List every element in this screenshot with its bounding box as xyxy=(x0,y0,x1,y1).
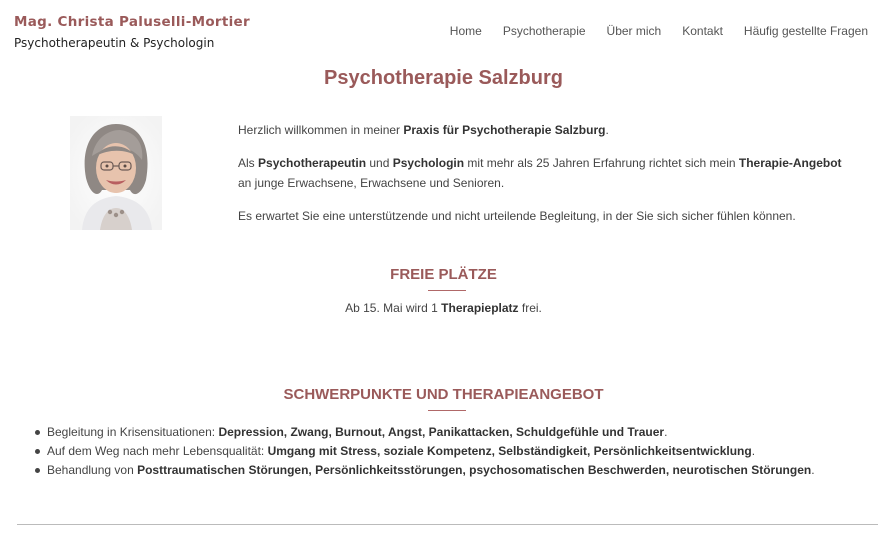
focus-title: SCHWERPUNKTE UND THERAPIEANGEBOT xyxy=(283,386,604,403)
nav-ueber-mich[interactable]: Über mich xyxy=(606,24,662,38)
focus-list xyxy=(47,424,815,481)
list-item-intro: Auf dem Weg nach mehr Lebensqualität: xyxy=(47,444,268,458)
list-item-bold: Umgang mit Stress, soziale Kompetenz, Selbständigkeit, Persönlichkeitsentwicklung xyxy=(267,444,752,458)
intro-p1-end: . xyxy=(605,123,609,137)
list-item-bold: Depression, Zwang, Burnout, Angst, Panikattacken, Schuldgefühle und Trauer xyxy=(218,425,665,439)
list-item-bold: Posttraumatischen Störungen, Persönlichkeitsstörungen, psychosomatischen Beschwerden, neurotischen Störungen xyxy=(137,463,812,477)
nav-home[interactable]: Home xyxy=(449,24,482,38)
intro-text xyxy=(238,120,858,239)
intro-p2-text-g: an junge Erwachsene, Erwachsene und Senioren. xyxy=(238,176,505,190)
site-brand[interactable] xyxy=(14,14,250,50)
free-places-text-c: frei. xyxy=(518,301,542,315)
intro-p2-text-c: und xyxy=(366,156,393,170)
intro-p2-bold-f: Therapie-Angebot xyxy=(738,156,842,170)
site-title[interactable]: Mag. Christa Paluselli-Mortier xyxy=(14,14,250,30)
portrait-photo xyxy=(70,116,162,230)
list-item-intro: Behandlung von xyxy=(47,463,138,477)
focus-divider xyxy=(428,410,466,411)
nav-psychotherapie[interactable]: Psychotherapie xyxy=(502,24,586,38)
nav-kontakt[interactable]: Kontakt xyxy=(682,24,723,38)
list-item-end: . xyxy=(811,463,815,477)
list-item-intro: Begleitung in Krisensituationen: xyxy=(47,425,219,439)
intro-p1-bold: Praxis für Psychotherapie Salzburg xyxy=(403,123,606,137)
list-item-end: . xyxy=(751,444,756,458)
free-places-divider xyxy=(428,290,466,291)
intro-p2-text-a: Als xyxy=(238,156,259,170)
site-subtitle: Psychotherapeutin & Psychologin xyxy=(14,36,215,50)
intro-p2-bold-d: Psychologin xyxy=(392,156,465,170)
nav-faq[interactable]: Häufig gestellte Fragen xyxy=(743,24,868,38)
footer-divider xyxy=(17,524,878,525)
intro-p1-text: Herzlich willkommen in meiner xyxy=(238,123,404,137)
intro-p2-bold-b: Psychotherapeutin xyxy=(258,156,367,170)
main-navigation xyxy=(450,24,868,38)
free-places-text xyxy=(0,301,887,315)
intro-paragraph-welcome xyxy=(238,120,858,140)
page-title: Psychotherapie Salzburg xyxy=(324,67,563,89)
free-places-title: FREIE PLÄTZE xyxy=(390,266,497,283)
intro-p2-text-e: mit mehr als 25 Jahren Erfahrung richtet sich mein xyxy=(464,156,739,170)
list-item xyxy=(47,462,815,481)
intro-paragraph-experience xyxy=(238,153,858,193)
list-item xyxy=(47,424,815,443)
intro-paragraph-support: Es erwartet Sie eine unterstützende und nicht urteilende Begleitung, in der Sie sich sicher fühlen können. xyxy=(238,209,796,223)
list-item-end: . xyxy=(664,425,668,439)
free-places-text-bold: Therapieplatz xyxy=(441,301,519,315)
free-places-text-a: Ab 15. Mai wird 1 xyxy=(345,301,442,315)
list-item xyxy=(47,443,815,462)
